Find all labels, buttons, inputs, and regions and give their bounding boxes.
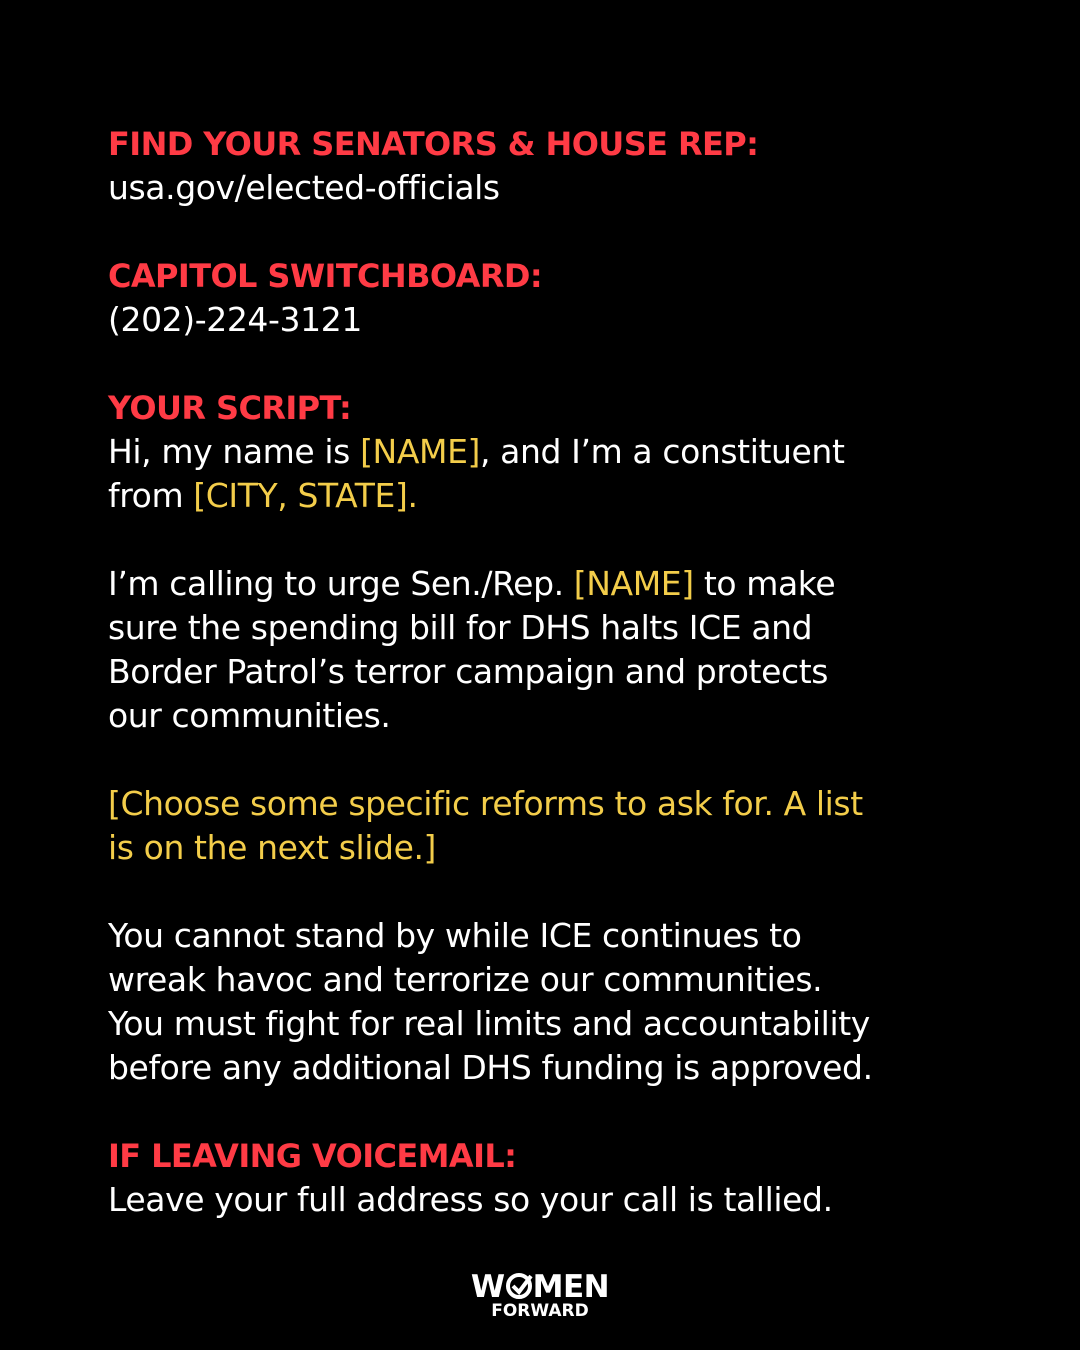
reforms-note-line-1: [Choose some specific reforms to ask for. A list (108, 784, 863, 823)
script-text: from (108, 476, 194, 515)
voicemail-instruction: Leave your full address so your call is tallied. (108, 1180, 833, 1219)
script-ask-line-1 (108, 562, 988, 606)
women-forward-logo (0, 1269, 1080, 1321)
script-text: Hi, my name is (108, 432, 361, 471)
script-card (108, 122, 988, 1222)
find-reps-heading: FIND YOUR SENATORS & HOUSE REP: (108, 125, 759, 163)
script-ask-line-3: Border Patrol’s terror campaign and protects (108, 652, 829, 691)
script-text: to make (693, 564, 836, 603)
script-text: I’m calling to urge Sen./Rep. (108, 564, 574, 603)
script-ask-line-2: sure the spending bill for DHS halts ICE and (108, 608, 813, 647)
city-state-placeholder: [CITY, STATE]. (193, 476, 418, 515)
script-intro-line-2 (108, 474, 988, 518)
logo-letters-men: MEN (532, 1269, 610, 1305)
script-closing-line-2: wreak havoc and terrorize our communities. (108, 960, 823, 999)
switchboard-heading: CAPITOL SWITCHBOARD: (108, 257, 543, 295)
logo-letter-w: W (470, 1269, 505, 1305)
switchboard-phone: (202)-224-3121 (108, 300, 362, 339)
rep-name-placeholder: [NAME] (573, 564, 694, 603)
logo-wordmark-bottom: FORWARD (491, 1301, 589, 1321)
voicemail-heading: IF LEAVING VOICEMAIL: (108, 1137, 517, 1175)
name-placeholder: [NAME] (360, 432, 480, 471)
script-closing-line-1: You cannot stand by while ICE continues to (108, 916, 802, 955)
elected-officials-url: usa.gov/elected-officials (108, 168, 500, 207)
script-ask-line-4: our communities. (108, 696, 391, 735)
script-closing-line-4: before any additional DHS funding is approved. (108, 1048, 873, 1087)
script-text: , and I’m a constituent (480, 432, 845, 471)
script-heading: YOUR SCRIPT: (108, 389, 352, 427)
reforms-note-line-2: is on the next slide.] (108, 828, 437, 867)
checkmark-o-icon (506, 1273, 532, 1299)
logo-wordmark-top (0, 1269, 1080, 1305)
script-closing-line-3: You must fight for real limits and accountability (108, 1004, 870, 1043)
script-intro-line-1 (108, 430, 988, 474)
